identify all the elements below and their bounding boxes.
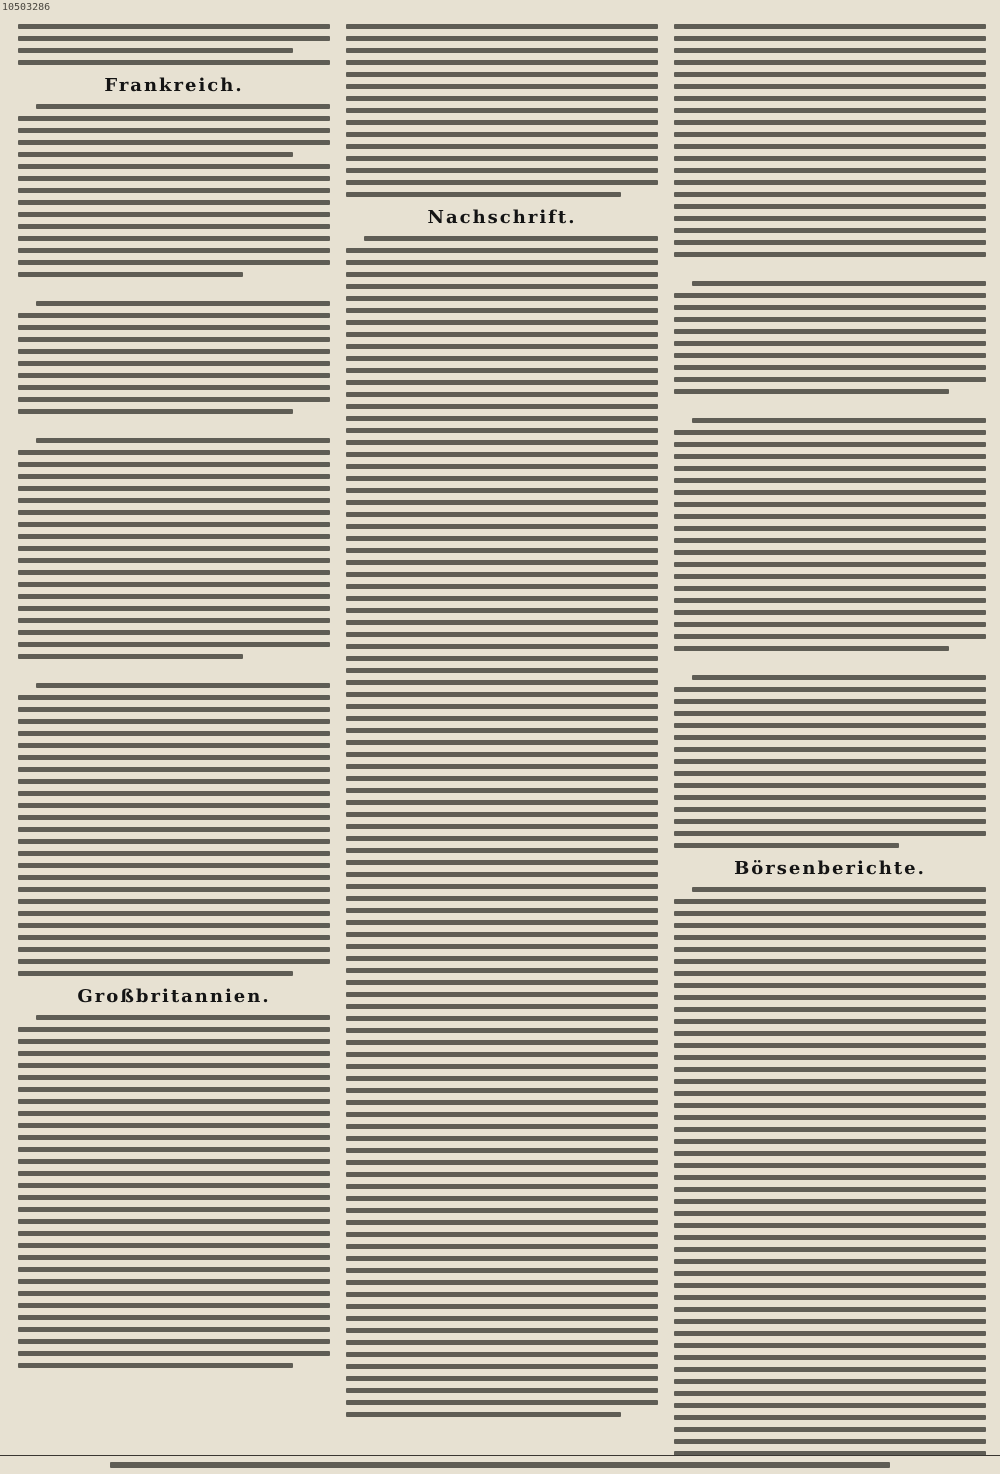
footer-block — [0, 1462, 1000, 1472]
section-heading-frankreich: Frankreich. — [104, 75, 244, 96]
section-heading-nachschrift: Nachschrift. — [427, 207, 577, 228]
page-id: 10503286 — [2, 2, 51, 13]
section-heading-grossbritannien: Großbritannien. — [77, 986, 271, 1007]
right-top-text-block — [674, 22, 986, 850]
boersenberichte-text-block — [674, 885, 986, 1456]
footer-rule — [0, 1455, 1000, 1456]
middle-top-text-block — [346, 22, 658, 199]
column-left — [18, 22, 330, 1456]
grossbritannien-text-block — [18, 1013, 330, 1370]
column-right — [674, 22, 986, 1456]
section-heading-boersenberichte: Börsenberichte. — [734, 858, 926, 879]
intro-text-block — [18, 22, 330, 67]
three-column-layout — [18, 22, 986, 1456]
frankreich-text-block — [18, 102, 330, 978]
nachschrift-text-block — [346, 234, 658, 1419]
column-middle — [346, 22, 658, 1456]
footer-line — [110, 1462, 890, 1468]
